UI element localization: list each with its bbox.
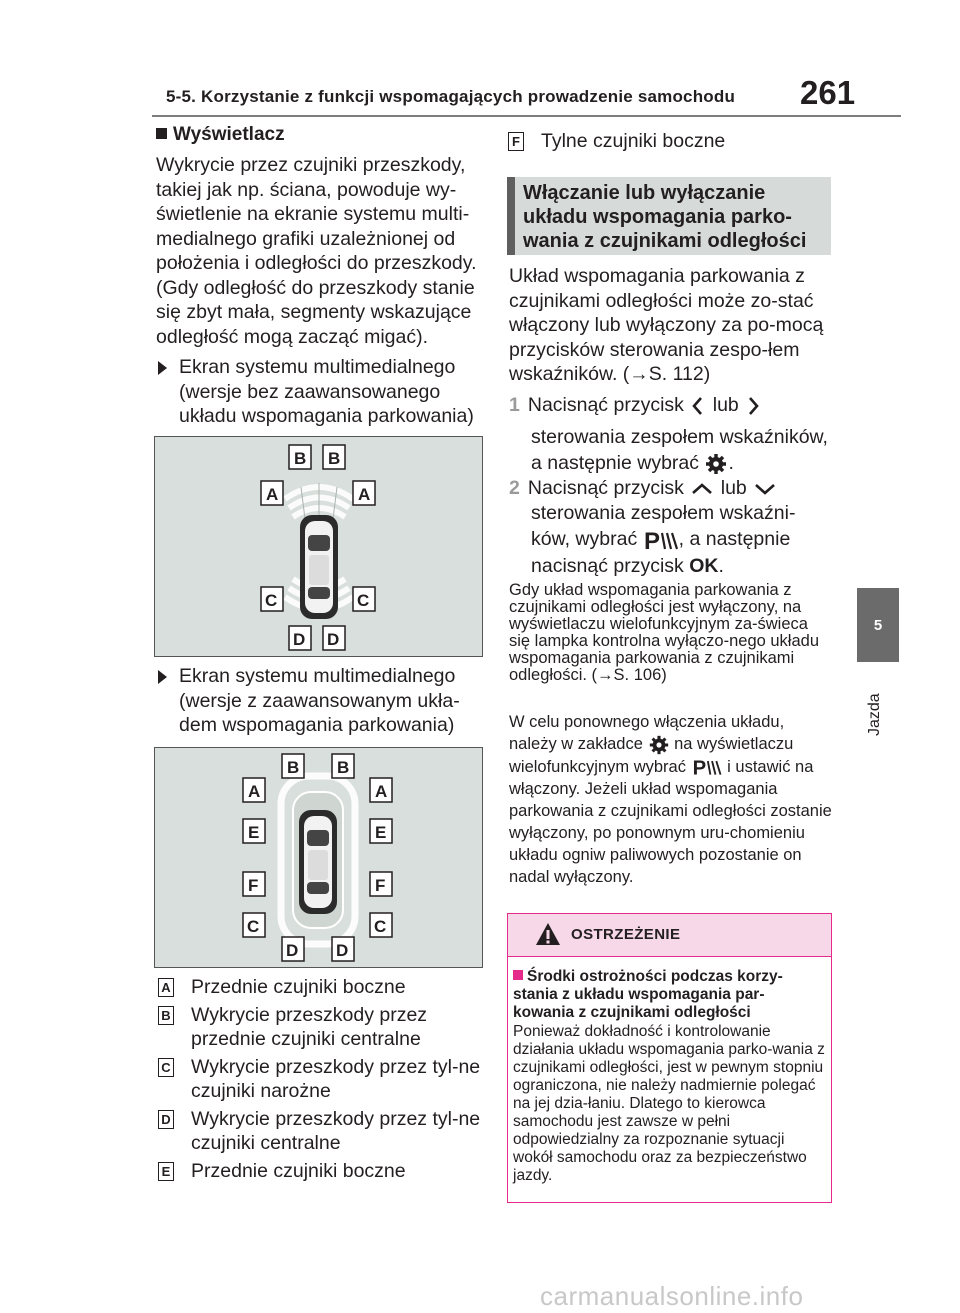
legend-item-e: E Przednie czujniki boczne	[158, 1159, 488, 1184]
fig2-label-d1: D	[286, 941, 299, 960]
fig2-label-f1: F	[248, 876, 259, 895]
fig1-label-c1: C	[265, 591, 278, 610]
toggle-intro: Układ wspomagania parkowania z czujnikami odległości może zo-stać włączony lub wyłączony za po-mocą przycisków sterowania zespo-łem wskaźników. (→S. 112)	[509, 265, 824, 385]
section-title: Wyświetlacz	[156, 124, 285, 146]
chapter-label: Jazda	[866, 693, 883, 736]
chevron-right-icon	[744, 395, 762, 417]
svg-text:P: P	[692, 757, 706, 779]
step-2: 2 Nacisnąć przycisk lub	[509, 476, 833, 501]
warning-body: Ponieważ dokładność i kontrolowanie działania układu wspomagania parko-wania z czujnikami odległości, jest w pewnym stopniu ograniczona, nie należy nadmiernie polegać na jej dzia-łaniu. Dlatego to kierowca samochodu jest zawsze w pełni odpowiedzialny za rozpoznanie sytuacji wokół samochodu oraz za bezpieczeństwo jazdy.	[513, 1023, 825, 1184]
fig1-label-a1: A	[266, 485, 279, 504]
bullet-screen-basic: Ekran systemu multimedialnego (wersje bez zaawansowanego układu wspomagania parkowania)	[158, 355, 484, 429]
chapter-tab[interactable]: 5	[857, 588, 899, 662]
legend-list	[158, 975, 488, 1183]
fig2-label-c1: C	[247, 917, 260, 936]
note-reenable: W celu ponownego włączenia układu, należy w zakładce na wyświetlaczu wielofunkcyjnym wybrać P i ustawić na włączony. Jeżeli układ wspomagania parkowania z czujnikami odległości zostanie wyłączony, po ponownym uru-chomieniu układu ogniw paliwowych pozostanie on nadal wyłączony.	[509, 713, 832, 887]
square-bullet-icon	[156, 128, 167, 139]
gear-icon	[648, 734, 670, 756]
running-header: 5-5. Korzystanie z funkcji wspomagających prowadzenie samochodu	[166, 87, 736, 106]
fig1-label-b1: B	[294, 449, 307, 468]
warning-box	[507, 913, 832, 1203]
warning-header: OSTRZEŻENIE	[508, 914, 831, 957]
note-indicator: Gdy układ wspomagania parkowania z czujnikami odległości jest wyłączony, na wyświetlaczu wielofunkcyjnym za-świeca się lampka kontrolna wyłączo-nego układu wspomagania parkowania z czujnikami odległości. (→S. 106)	[509, 581, 820, 684]
chevron-down-icon	[752, 480, 778, 498]
fig2-label-e2: E	[375, 823, 387, 842]
display-intro: Wykrycie przez czujniki przeszkody, takiej jak np. ściana, powoduje wy-świetlenie na ekranie systemu multi-medialnego grafiki uzależnionej od położenia i odległości do przeszkody. (Gdy odległość do przeszkody stanie się zbyt mała, segmenty wskazujące odległość mogą zacząć migać).	[156, 154, 477, 348]
section-heading-toggle: Włączanie lub wyłączanie układu wspomagania parko-wania z czujnikami odległości	[507, 177, 831, 255]
page-number: 261	[800, 74, 856, 111]
gear-icon	[704, 452, 728, 476]
legend-item-f: F Tylne czujniki boczne	[508, 129, 828, 154]
header-rule	[152, 115, 901, 117]
figure-sensor-display-advanced	[154, 747, 483, 968]
step-1-cont: sterowania zespołem wskaźników, a następnie wybrać .	[531, 426, 828, 474]
fig2-label-e1: E	[248, 823, 260, 842]
ok-button-label: OK	[689, 554, 719, 577]
fig2-label-f2: F	[375, 876, 386, 895]
parking-sensor-icon	[691, 756, 723, 778]
legend-item-a: A Przednie czujniki boczne	[158, 975, 488, 1000]
step-1: 1 Nacisnąć przycisk lub	[509, 393, 833, 418]
legend-item-c: C Wykrycie przeszkody przez tyl-ne czujniki narożne	[158, 1055, 488, 1104]
chevron-up-icon	[689, 480, 715, 498]
fig1-label-a2: A	[358, 485, 371, 504]
triangle-bullet-icon	[158, 361, 167, 375]
heading-accent-bar	[507, 177, 515, 255]
fig2-label-b1: B	[287, 758, 300, 777]
triangle-bullet-icon	[158, 670, 167, 684]
fig2-label-a1: A	[248, 782, 261, 801]
fig2-label-a2: A	[375, 782, 388, 801]
pink-square-bullet-icon	[513, 970, 523, 980]
svg-text:P: P	[643, 527, 660, 553]
watermark: carmanualsonline.info	[540, 1281, 804, 1311]
fig1-label-c2: C	[357, 591, 370, 610]
legend-item-b: B Wykrycie przeszkody przez przednie czujniki centralne	[158, 1003, 488, 1052]
warning-subtitle: Środki ostrożności podczas korzy-stania z układu wspomagania par-kowania z czujnikami odległości	[513, 968, 783, 1021]
chevron-left-icon	[689, 395, 707, 417]
fig1-label-d2: D	[327, 630, 340, 649]
fig2-label-b2: B	[337, 758, 350, 777]
step-2-cont: sterowania zespołem wskaźni-ków, wybrać P , a następnie nacisnąć przycisk OK.	[531, 502, 796, 577]
fig1-label-d1: D	[293, 630, 306, 649]
warning-triangle-icon	[535, 922, 561, 946]
fig2-label-d2: D	[336, 941, 349, 960]
parking-sensor-icon	[643, 527, 679, 553]
legend-item-d: D Wykrycie przeszkody przez tyl-ne czujniki centralne	[158, 1107, 488, 1156]
bullet-screen-advanced: Ekran systemu multimedialnego (wersje z zaawansowanym ukła-dem wspomagania parkowania)	[158, 664, 484, 738]
fig2-label-c2: C	[374, 917, 387, 936]
fig1-label-b2: B	[328, 449, 341, 468]
figure-sensor-display-basic	[154, 436, 483, 657]
